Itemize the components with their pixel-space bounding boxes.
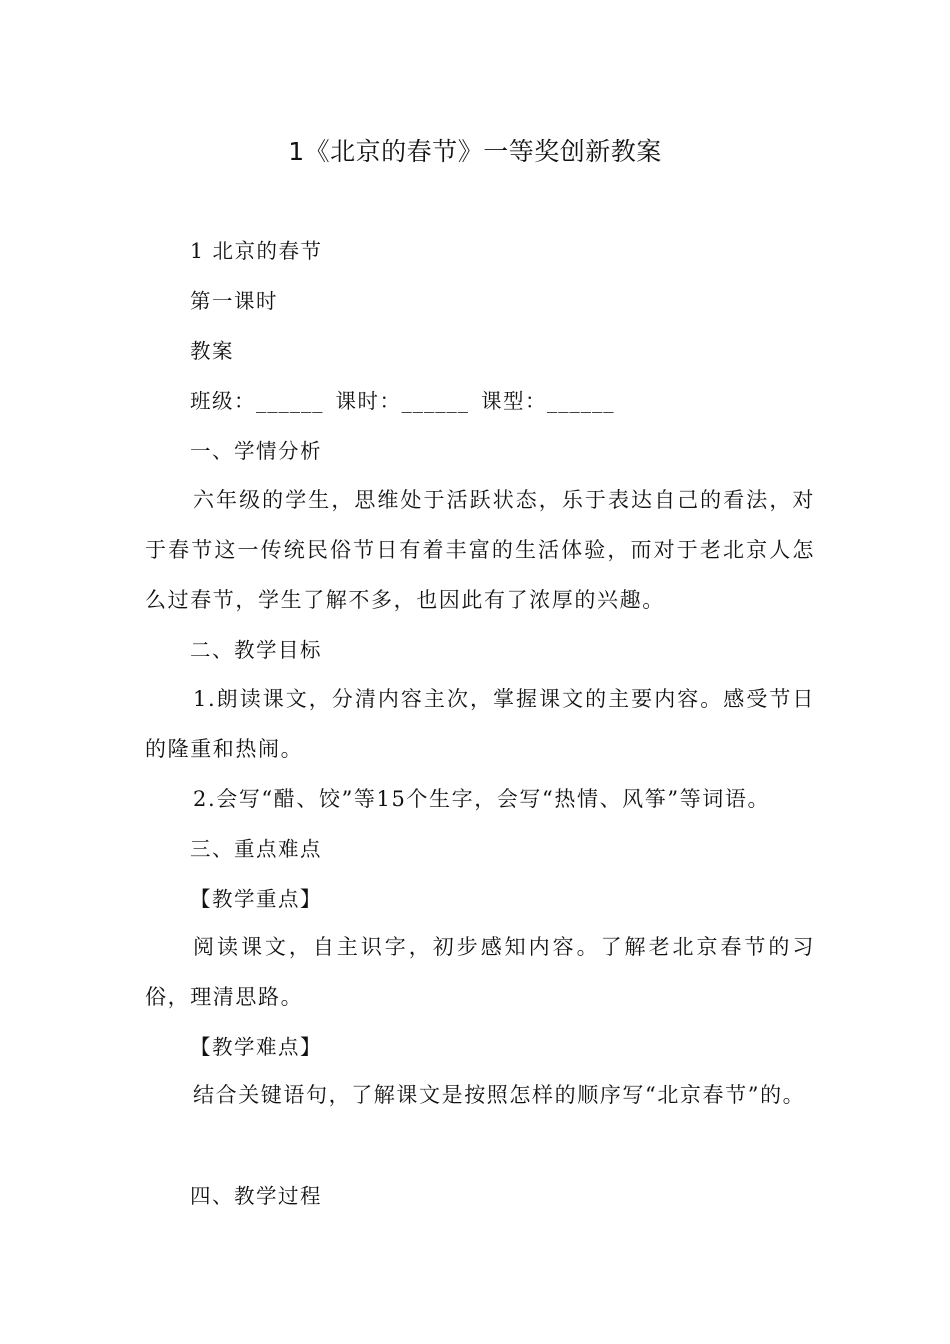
- class-value: ______: [256, 389, 324, 413]
- focus-label: 【教学重点】: [190, 887, 322, 911]
- document-title: 1《北京的春节》一等奖创新教案: [288, 137, 662, 166]
- difficulty-paragraph: 结合关键语句，了解课文是按照怎样的顺序写“北京春节”的。: [193, 1083, 806, 1107]
- goal-item-2: 2.会写“醋、饺”等15个生字，会写“热情、风筝”等词语。: [193, 787, 771, 811]
- lesson-type-label: 课型：: [481, 389, 547, 413]
- difficulty-label: 【教学难点】: [190, 1035, 322, 1059]
- hours-label: 课时：: [335, 389, 402, 413]
- section-heading-process: 四、教学过程: [190, 1184, 322, 1208]
- goal-item-1: 1.朗读课文，分清内容主次，掌握课文的主要内容。感受节日的隆重和热闹。: [145, 687, 815, 761]
- section-heading-analysis: 一、学情分析: [190, 439, 322, 463]
- meta-row: [190, 386, 627, 416]
- lesson-heading: 1 北京的春节: [190, 239, 323, 263]
- hours-value: ______: [401, 389, 469, 413]
- lesson-type-value: ______: [547, 389, 615, 413]
- period-label: 第一课时: [190, 289, 278, 313]
- class-label: 班级：: [190, 389, 256, 413]
- section-heading-goals: 二、教学目标: [190, 638, 322, 662]
- section-heading-key-points: 三、重点难点: [190, 837, 322, 861]
- focus-paragraph: 阅读课文，自主识字，初步感知内容。了解老北京春节的习俗，理清思路。: [145, 935, 815, 1009]
- analysis-paragraph: 六年级的学生，思维处于活跃状态，乐于表达自己的看法，对于春节这一传统民俗节日有着丰富的生活体验，而对于老北京人怎么过春节，学生了解不多，也因此有了浓厚的兴趣。: [145, 488, 815, 612]
- document-type-label: 教案: [190, 339, 234, 363]
